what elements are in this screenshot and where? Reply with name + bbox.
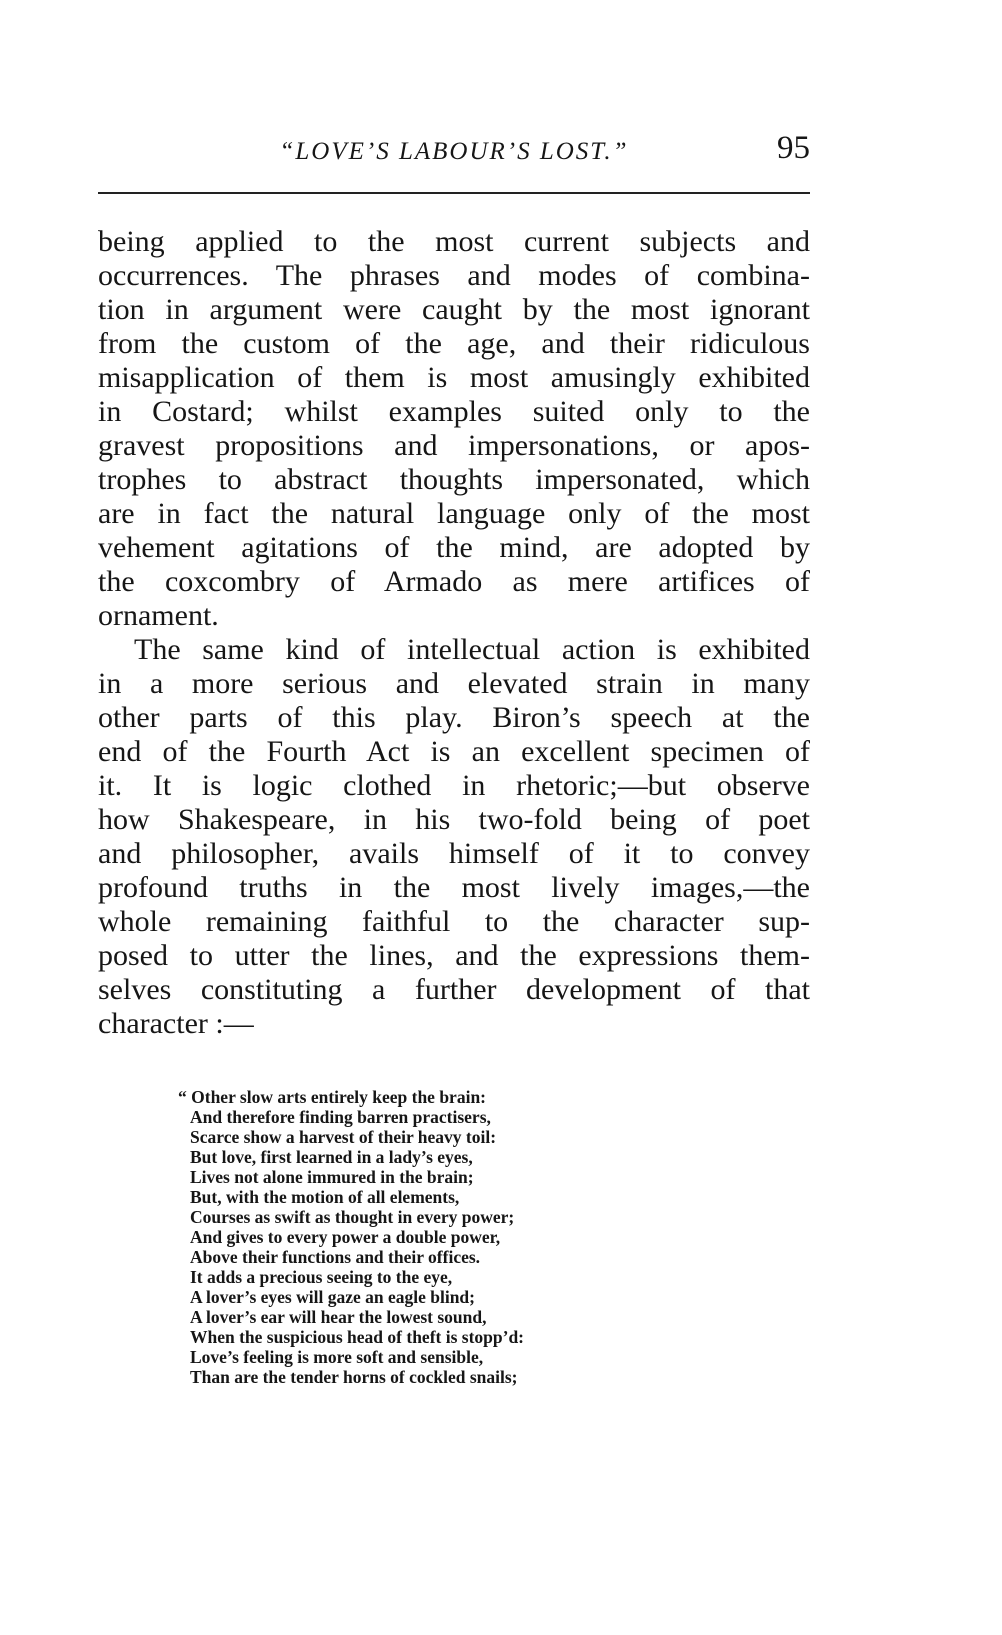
verse-line: But love, first learned in a lady’s eyes, — [190, 1147, 473, 1167]
body-line: and philosopher, avails himself of it to convey — [98, 837, 810, 870]
body-line: posed to utter the lines, and the expressions them- — [98, 939, 810, 972]
body-line: in a more serious and elevated strain in many — [98, 667, 810, 700]
running-title: “LOVE’S LABOUR’S LOST.” — [279, 138, 629, 165]
verse-line: But, with the motion of all elements, — [190, 1187, 460, 1207]
body-line: being applied to the most current subjects and — [98, 225, 810, 258]
verse-line: And gives to every power a double power, — [190, 1227, 501, 1247]
verse-quotation — [178, 1087, 738, 1387]
verse-line: It adds a precious seeing to the eye, — [190, 1267, 453, 1287]
body-line: vehement agitations of the mind, are adopted by — [98, 531, 810, 564]
body-line: occurrences. The phrases and modes of combina- — [98, 259, 810, 292]
body-line: misapplication of them is most amusingly exhibited — [98, 361, 810, 394]
verse-line: Courses as swift as thought in every power; — [190, 1207, 515, 1227]
verse-line: Than are the tender horns of cockled snails; — [190, 1367, 518, 1387]
verse-line: And therefore finding barren practisers, — [190, 1107, 491, 1127]
verse-line: Love’s feeling is more soft and sensible, — [190, 1347, 484, 1367]
verse-line: Scarce show a harvest of their heavy toil: — [190, 1127, 497, 1147]
body-line: The same kind of intellectual action is exhibited — [134, 633, 810, 666]
verse-line: Above their functions and their offices. — [190, 1247, 481, 1267]
body-line: the coxcombry of Armado as mere artifices of — [98, 565, 810, 598]
body-line: gravest propositions and impersonations, or apos- — [98, 429, 810, 462]
body-line: profound truths in the most lively images,—the — [98, 871, 810, 904]
body-line: end of the Fourth Act is an excellent specimen of — [98, 735, 810, 768]
verse-line: Lives not alone immured in the brain; — [190, 1167, 474, 1187]
header-rule — [98, 192, 810, 194]
verse-line: When the suspicious head of theft is stopp’d: — [190, 1327, 525, 1347]
body-line: ornament. — [98, 599, 219, 632]
body-line: character :— — [98, 1007, 254, 1040]
page-header — [98, 130, 810, 174]
body-line: other parts of this play. Biron’s speech at the — [98, 701, 810, 734]
body-line: it. It is logic clothed in rhetoric;—but observe — [98, 769, 810, 802]
verse-line: “ Other slow arts entirely keep the brain: — [178, 1087, 487, 1107]
body-line: selves constituting a further development of that — [98, 973, 810, 1006]
body-line: are in fact the natural language only of the most — [98, 497, 810, 530]
page-number: 95 — [777, 130, 810, 166]
body-line: tion in argument were caught by the most ignorant — [98, 293, 810, 326]
body-line: in Costard; whilst examples suited only to the — [98, 395, 810, 428]
body-text — [98, 225, 810, 1041]
body-line: trophes to abstract thoughts impersonated, which — [98, 463, 810, 496]
body-line: how Shakespeare, in his two-fold being of poet — [98, 803, 810, 836]
verse-line: A lover’s ear will hear the lowest sound, — [190, 1307, 487, 1327]
body-line: from the custom of the age, and their ridiculous — [98, 327, 810, 360]
body-line: whole remaining faithful to the character sup- — [98, 905, 810, 938]
verse-line: A lover’s eyes will gaze an eagle blind; — [190, 1287, 475, 1307]
